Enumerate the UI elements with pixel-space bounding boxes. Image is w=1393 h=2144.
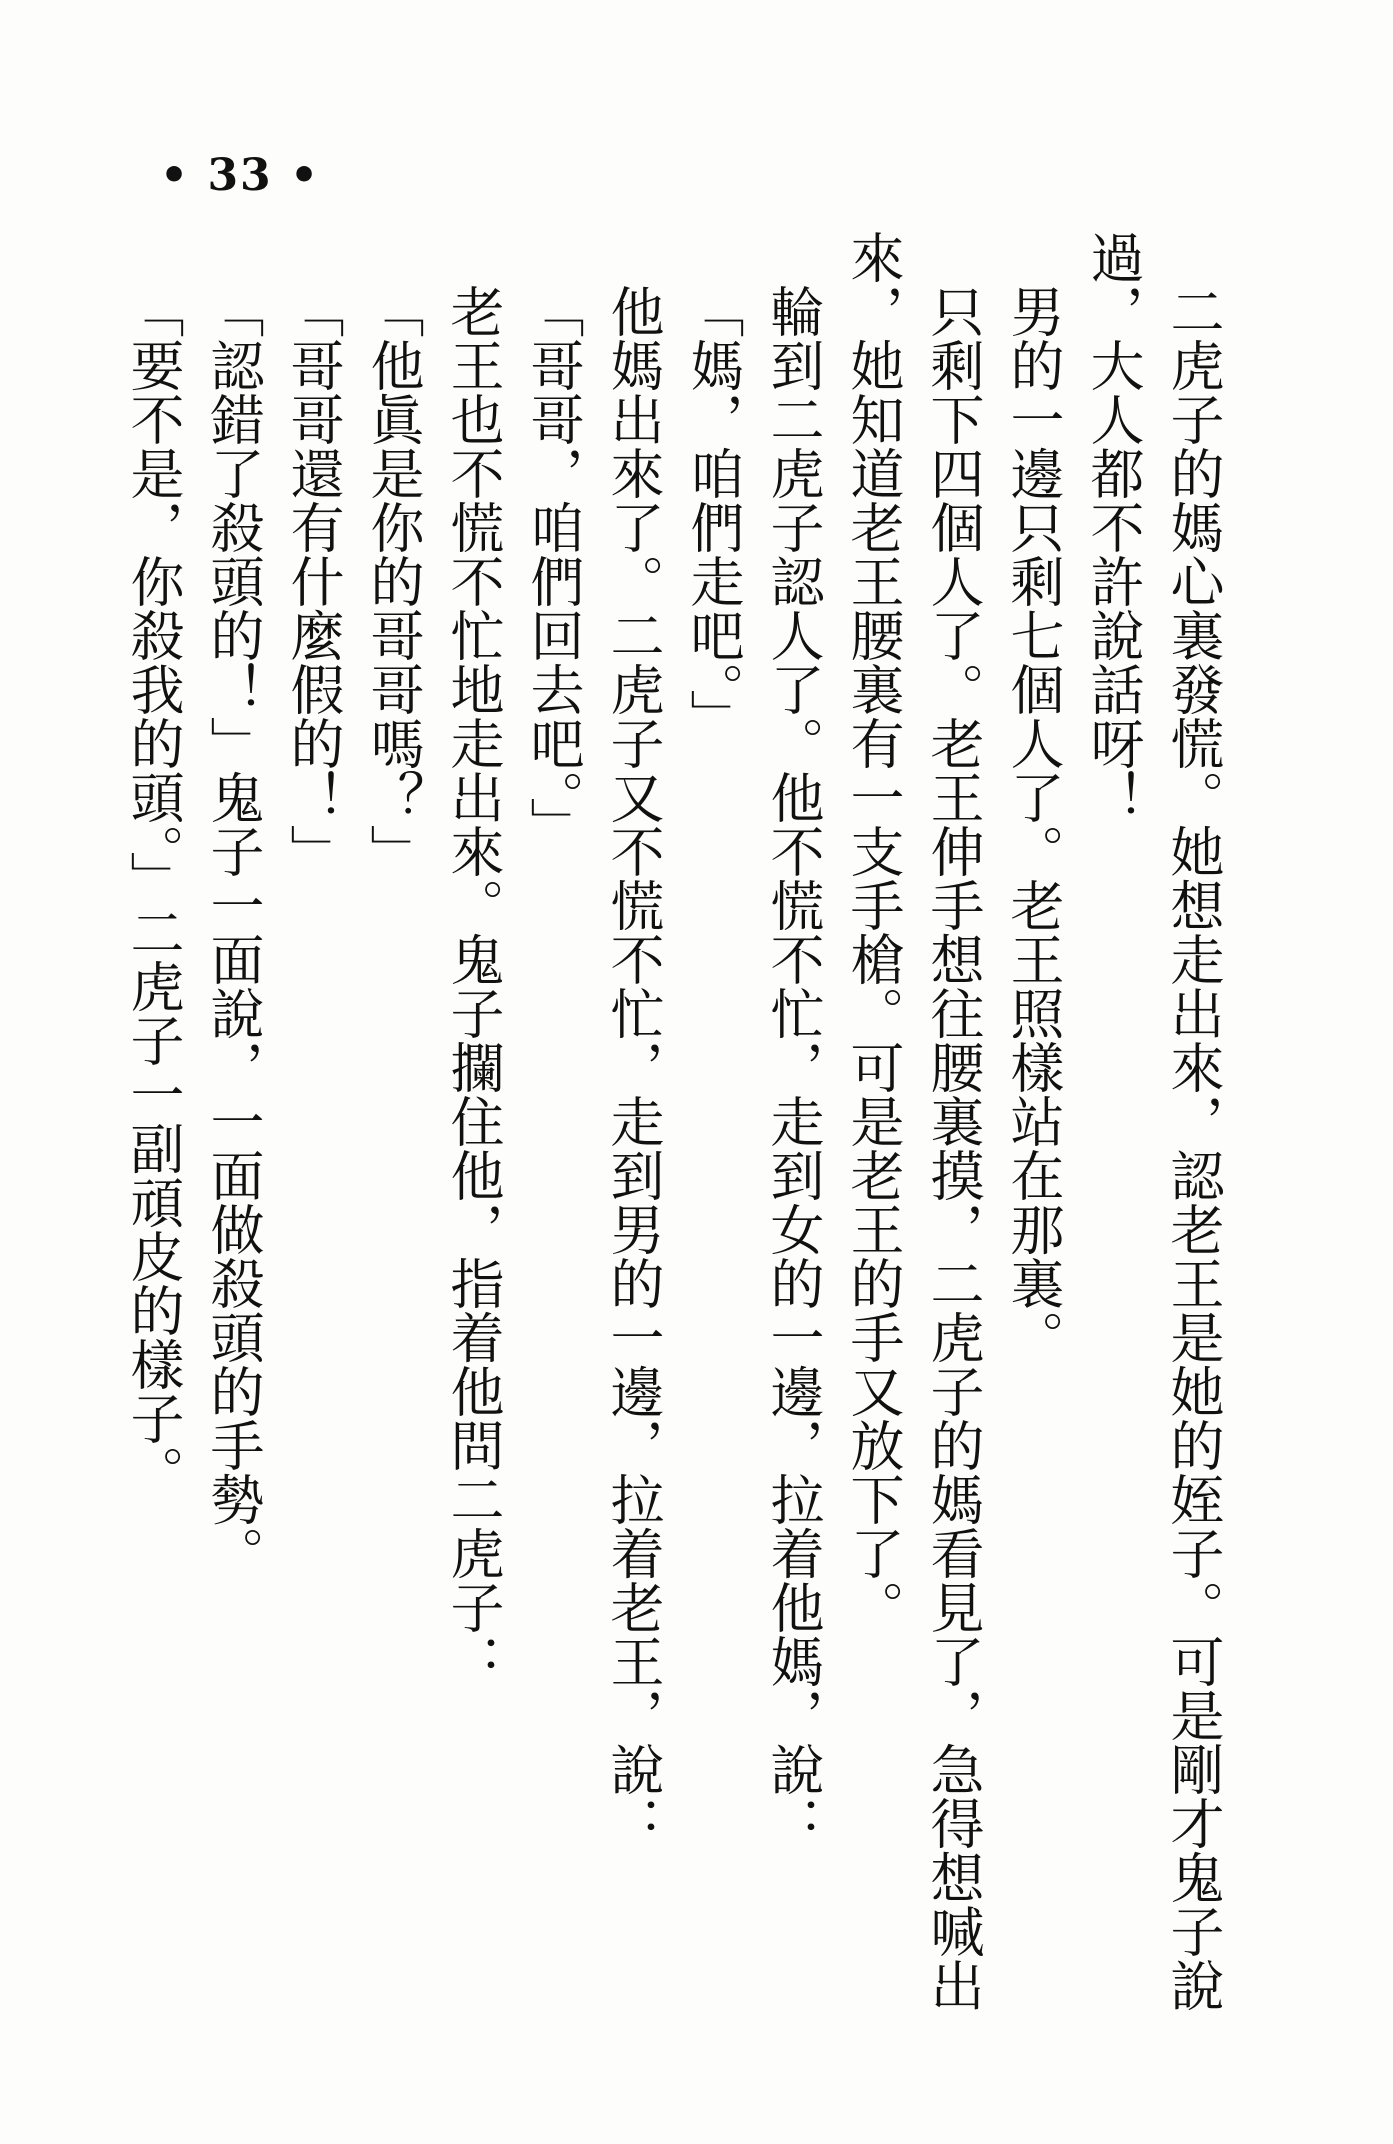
- page-number: • 33 •: [160, 150, 321, 201]
- body-text: [113, 230, 1233, 2070]
- paragraph: 男的一邊只剩七個人了。老王照樣站在那裏。: [1002, 284, 1065, 1364]
- paragraph: 「哥哥，咱們回去吧。」: [522, 284, 585, 851]
- paragraph: 「認錯了殺頭的！」鬼子一面說，一面做殺頭的手勢。: [202, 284, 265, 1580]
- paragraph: 「他眞是你的哥哥嗎？」: [362, 284, 425, 878]
- paragraph: 二虎子的媽心裏發慌。她想走出來，認老王是她的姪子。可是剛才鬼子說過，大人都不許說話呀！: [1082, 230, 1225, 2012]
- paragraph: 他媽出來了。二虎子又不慌不忙，走到男的一邊，拉着老王，說：: [602, 284, 665, 1850]
- paragraph: 只剩下四個人了。老王伸手想往腰裏摸，二虎子的媽看見了，急得想喊出來，她知道老王腰裏有一支手槍。可是老王的手又放下了。: [842, 230, 985, 2012]
- paragraph: 老王也不慌不忙地走出來。鬼子攔住他，指着他問二虎子：: [442, 284, 505, 1688]
- paragraph: 「要不是，你殺我的頭。」二虎子一副頑皮的樣子。: [122, 284, 185, 1499]
- paragraph: 「哥哥還有什麼假的！」: [282, 284, 345, 878]
- paragraph: 輪到二虎子認人了。他不慌不忙，走到女的一邊，拉着他媽，說：: [762, 284, 825, 1850]
- paragraph: 「媽，咱們走吧。」: [682, 284, 745, 743]
